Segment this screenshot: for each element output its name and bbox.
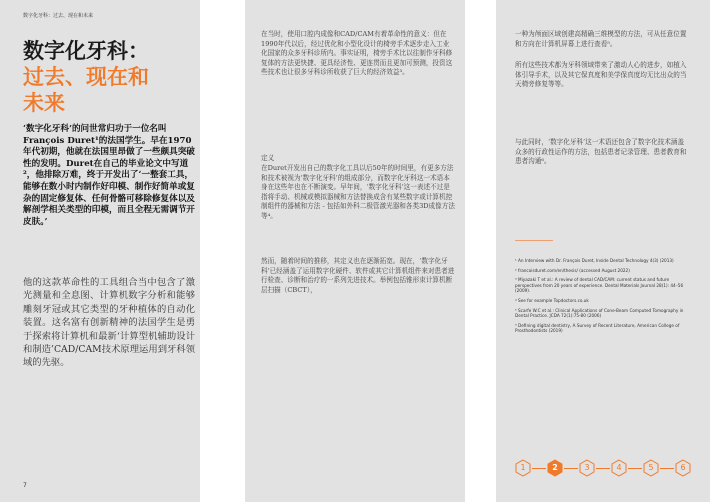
body-paragraph: 他的这款革命性的工具组合当中包含了激光测量和全息图、计算机数字分析和能够雕刻牙冠或其它类型的牙种植体的自动化装置。这名富有创新精神的法国学生是勇于探索将计算机和最新‘计算型机辅助设计和制造’CAD/CAM技术原理运用到牙科领域的先驱。 xyxy=(23,277,195,369)
pager-label: 3 xyxy=(584,463,590,472)
footnote-divider xyxy=(515,240,553,241)
paragraph-2: 所有这些技术都为牙科领域带来了激动人心的进步，如植入体引导手术，以及其它保真度和美学保真度均无比出众的当天椅旁修复等等。 xyxy=(515,61,687,89)
reference-item: ⁶ Defining digital dentistry, A Survey of Recent Literature, American College of Prosthodontists (2019) xyxy=(515,322,680,334)
paragraph-2: 在Duret开发出自己的数字化工具以后50年的时间里，有更多方法和技术被视为‘数字化牙科’的组成部分，而数字化牙科这一术语本身在这些年也在不断演变。早年间，‘数字化牙科’这一表述不过是指将手动、机械或模拟器械和方法替换成含有某些数字或计算机控制组件的器械和方法 - 包括如外科二极管激光器和各类3D成像方法等⁴。 xyxy=(261,164,455,220)
page-middle xyxy=(245,0,465,502)
page-left xyxy=(0,0,200,502)
pager-page-1[interactable] xyxy=(514,459,532,477)
paragraph-3: 然而，随着时间的推移，其定义也在逐渐拓宽。现在，‘数字化牙科’已经涵盖了运用数字化硬件、软件或其它计算机组件来对患者进行检查、诊断和治疗的一系列先进技术。举例包括锥形束计算机断层扫描（CBCT）， xyxy=(261,257,455,294)
reference-item: ⁵ Scarfe W.C et al.: Clinical Applications of Cone-Beam Computed Tomography in Dental Practice. JCDA 72(1):75-80 (2006) xyxy=(515,307,684,319)
pager-page-4[interactable] xyxy=(610,459,628,477)
pager-page-6[interactable] xyxy=(674,459,692,477)
pager-connector xyxy=(532,468,546,469)
pager-connector xyxy=(564,468,578,469)
pager-label: 2 xyxy=(552,463,558,472)
reference-list xyxy=(515,258,695,338)
pager-page-2[interactable] xyxy=(546,459,564,477)
title-line-2: 过去、现在和 xyxy=(23,65,149,89)
reference-item: ¹ An Interview with Dr. François Duret, Inside Dental Technology 4(3) (2013) xyxy=(515,258,674,263)
title-line-3: 未来 xyxy=(23,91,65,115)
page-navigator xyxy=(514,458,692,478)
pager-connector xyxy=(628,468,642,469)
paragraph-1: 在当时，使用口腔内成像和CAD/CAM有着革命性的意义：但在1990年代以后，经过优化和小型化设计的椅旁手术逐步走入工业化国家的众多牙科诊所内。事实证明，椅旁手术比以往制作牙科修复体的方法更快捷、更具经济性、更连贯而且更加可预测，投资这些技术也让很多牙科诊所收获了巨大的经济效益³。 xyxy=(261,30,453,77)
page-title xyxy=(23,38,149,116)
paragraph-1: 一种为颅面区域创建高精确三维模型的方法，可从任意位置和方向在计算机屏幕上进行查看⁵。 xyxy=(515,30,687,48)
reference-item: ² francoisduret.com/en/thesis/ (accessed August 2022) xyxy=(515,267,630,273)
pager-connector xyxy=(596,468,610,469)
running-header: 数字化牙科：过去、现在和未来 xyxy=(23,13,94,19)
pager-page-5[interactable] xyxy=(642,459,660,477)
pager-page-3[interactable] xyxy=(578,459,596,477)
paragraph-3: 与此同时，‘数字化牙科’这一术语还包含了数字化技术涵盖众多的行政性运作的方法，包括患者记录管理、患者教育和患者沟通⁶。 xyxy=(515,138,687,166)
pager-label: 5 xyxy=(648,463,654,472)
title-line-1: 数字化牙科： xyxy=(23,39,149,63)
reference-item: ⁴ See for example Topdoctors.co.uk xyxy=(515,297,589,303)
pager-connector xyxy=(660,468,674,469)
reference-item: ³ Miyazaki T et al.: A review of dental CAD/CAM: current status and future perspectives from 20 years of experience. Dental Materials Journal 28(1): 44–56 (2009). xyxy=(515,277,684,294)
page-number: 7 xyxy=(23,482,27,489)
section-heading: 定义 xyxy=(261,154,275,162)
page-right xyxy=(496,0,710,502)
lead-paragraph: ‘数字化牙科’的问世常归功于一位名叫François Duret¹的法国学生。早在1970年代初期，他就在法国里昂做了一些颇具突破性的发明。Duret在自己的毕业论文中写道²，他排除万难，终于开发出了‘一整套工具，能够在数小时内制作好印模、制作好简单或复杂的固定修复体、任何骨骼可移除修复体以及解剖学相关类型的印模，而且全程无需调节开皮肤。’ xyxy=(23,124,195,227)
pager-label: 4 xyxy=(616,463,622,472)
pager-label: 1 xyxy=(520,463,526,472)
pager-label: 6 xyxy=(680,463,686,472)
